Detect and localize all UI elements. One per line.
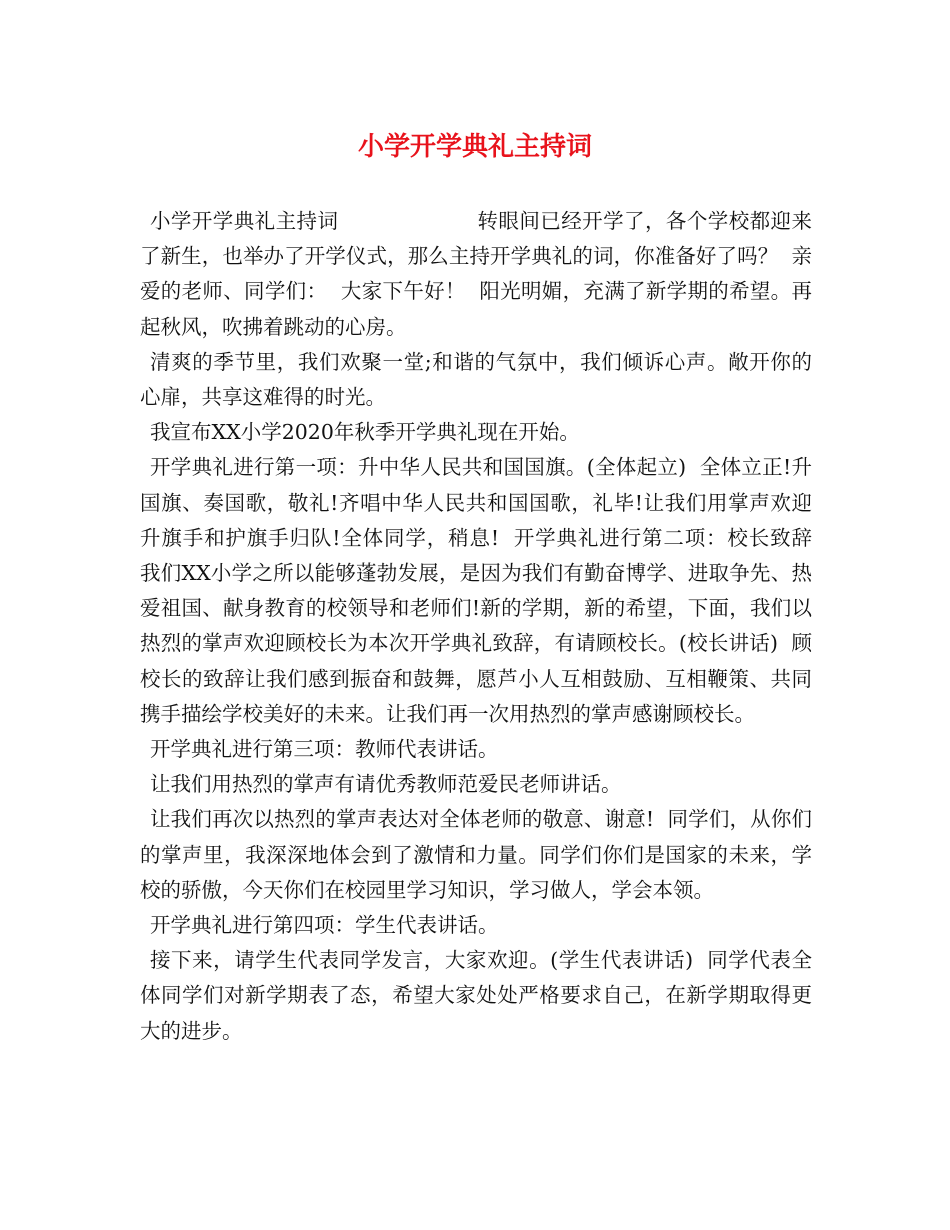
document-title: 小学开学典礼主持词 xyxy=(357,132,592,162)
paragraph-item-one-two: 开学典礼进行第一项：升中华人民共和国国旗。(全体起立) 全体立正!升国旗、奏国歌，敬礼!齐唱中华人民共和国国歌，礼毕!让我们用掌声欢迎升旗手和护旗手归队!全体同学，稍息! 开学典礼进行第二项：校长致辞 我们XX小学之所以能够蓬勃发展，是因为我们有勤奋博学、进取争先、热爱祖国、献身教育的校领导和老师们!新的学期，新的希望，下面，我们以热烈的掌声欢迎顾校长为本次开学典礼致辞，有请顾校长。(校长讲话) 顾校长的致辞让我们感到振奋和鼓舞，愿芦小人互相鼓励、互相鞭策、共同携手描绘学校美好的未来。让我们再一次用热烈的掌声感谢顾校长。 xyxy=(140,455,826,726)
paragraph-item-three: 开学典礼进行第三项：教师代表讲话。 xyxy=(150,737,499,762)
paragraph-atmosphere: 清爽的季节里，我们欢聚一堂;和谐的气氛中，我们倾诉心声。敞开你的心扉，共享这难得的时光。 xyxy=(140,349,812,410)
paragraph-opening: 我宣布XX小学2020年秋季开学典礼现在开始。 xyxy=(150,420,580,445)
paragraph-student-speech: 接下来，请学生代表同学发言，大家欢迎。(学生代表讲话) 同学代表全体同学们对新学期表了态，希望大家处处严格要求自己，在新学期取得更大的进步。 xyxy=(140,948,812,1043)
paragraph-thanks: 让我们再次以热烈的掌声表达对全体老师的敬意、谢意! 同学们，从你们的掌声里，我深深地体会到了激情和力量。同学们你们是国家的未来，学校的骄傲，今天你们在校园里学习知识，学习做人，学会本领。 xyxy=(140,807,812,902)
document-body xyxy=(140,204,826,1049)
paragraph-intro: 小学开学典礼主持词 转眼间已经开学了，各个学校都迎来了新生，也举办了开学仪式，那么主持开学典礼的词，你准备好了吗？ 亲爱的老师、同学们： 大家下午好！ 阳光明媚，充满了新学期的希望。再起秋风，吹拂着跳动的心房。 xyxy=(140,209,812,339)
paragraph-teacher-invite: 让我们用热烈的掌声有请优秀教师范爱民老师讲话。 xyxy=(150,772,622,797)
paragraph-item-four: 开学典礼进行第四项：学生代表讲话。 xyxy=(150,913,499,938)
